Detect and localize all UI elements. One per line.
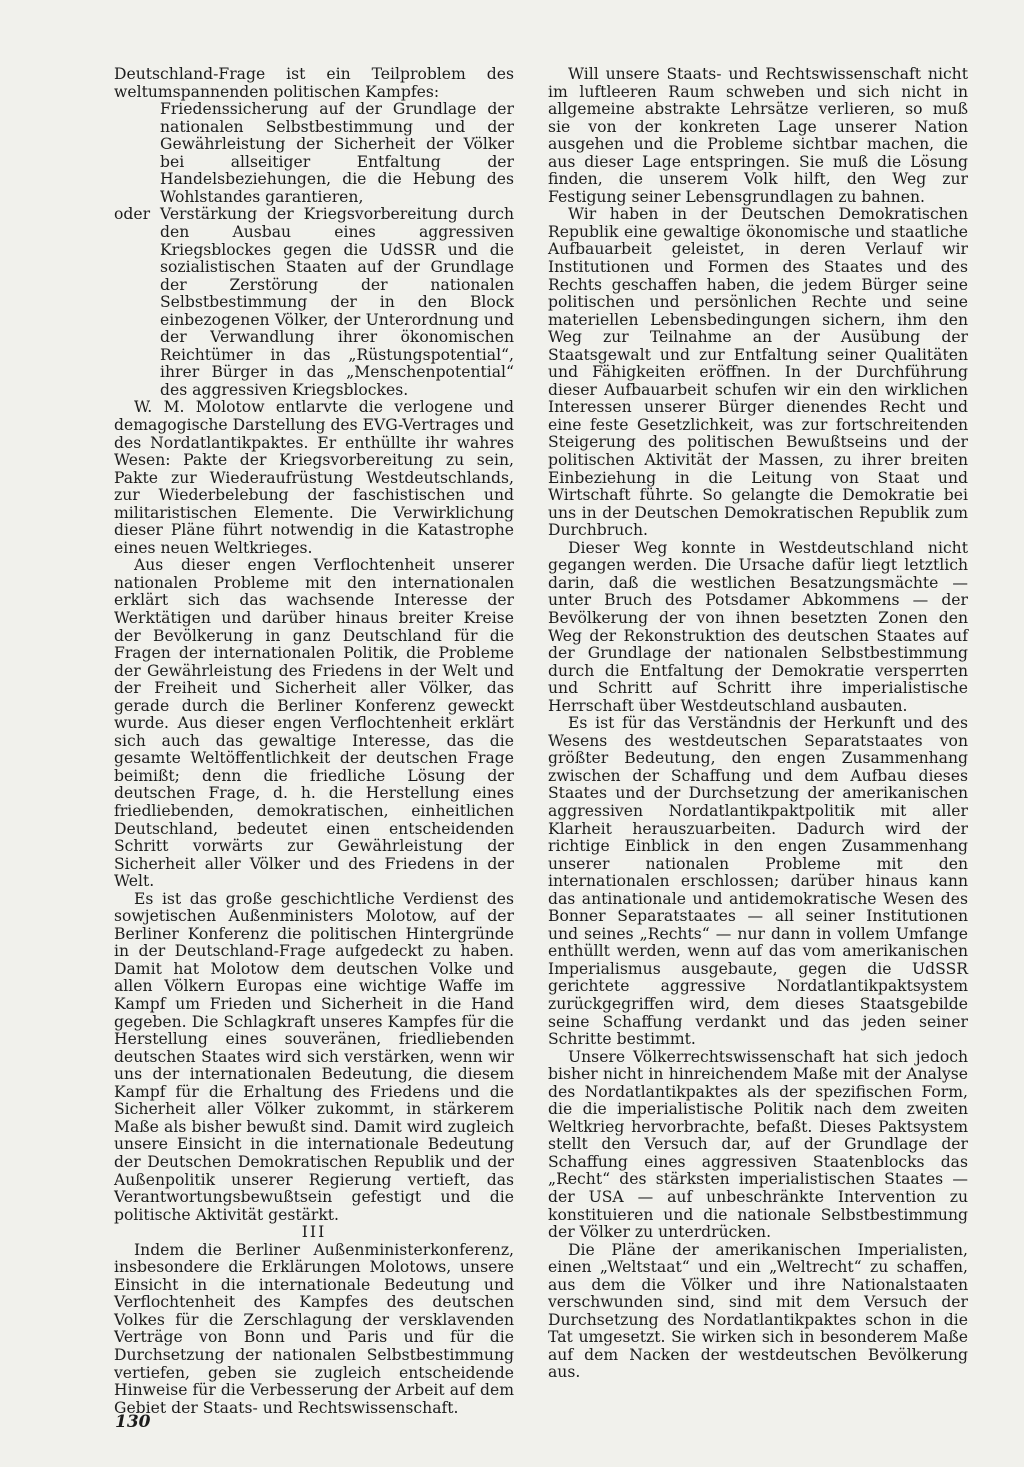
- paragraph-molotow: W. M. Molotow entlarvte die verlogene und demagogische Darstellung des EVG-Vertrages und des Nordatlantikpaktes. Er enthüllte ihr wahres Wesen: Pakte der Kriegsvorbereitung zu sein, Pakte zur Wiederaufrüstung Westdeutschlands, zur Wiederbelebung der faschistischen und militaristischen Elemente. Die Verwirklichung dieser Pläne führt notwendig in die Katastrophe eines neuen Weltkrieges.: [114, 398, 514, 557]
- paragraph-konferenz: Indem die Berliner Außenministerkonferenz, insbesondere die Erklärungen Molotows, unsere Einsicht in die internationale Bedeutung und Verflochtenheit des Kampfes des deutschen Volkes für die Zerschlagung der versklavenden Verträge von Bonn und Paris und für die Durchsetzung der nationalen Selbstbestimmung vertiefen, geben sie zugleich entscheidende Hinweise für die Verbesserung der Arbeit auf dem Gebiet der Staats- und Rechtswissenschaft.: [114, 1240, 514, 1417]
- section-heading: III: [301, 1223, 327, 1242]
- paragraph-wissenschaft: Will unsere Staats- und Rechtswissenschaft nicht im luftleeren Raum schweben und sich nicht in allgemeine abstrakte Lehrsätze verlieren, so muß sie von der konkreten Lage unserer Nation ausgehen und die Probleme sichtbar machen, die aus dieser Lage entspringen. Sie muß die Lösung finden, die unserem Volk hilft, den Weg zur Festigung seiner Lebensgrundlagen zu bahnen.: [548, 65, 968, 206]
- page-number: 130: [115, 1412, 151, 1432]
- conjunction-oder: oder: [114, 205, 151, 224]
- paragraph-separatstaat: Es ist für das Verständnis der Herkunft und des Wesens des westdeutschen Separatstaates von größter Bedeutung, den engen Zusammenhang zwischen der Schaffung und dem Aufbau dieses Staates und der Durchsetzung der amerikanischen aggressiven Nordatlantikpaktpolitik mit aller Klarheit herauszuarbeiten. Dadurch wird der richtige Einblick in den engen Zusammenhang unserer nationalen Probleme mit den internationalen erschlossen; darüber hinaus kann das antinationale und antidemokratische Wesen des Bonner Separatstaates — all seiner Institutionen und seines „Rechts“ — nur dann in vollem Umfange enthüllt werden, wenn auf das vom amerikanischen Imperialismus ausgebaute, gegen die UdSSR gerichtete aggressive Nordatlantikpaktsystem zurückgegriffen wird, dem dieses Staatsgebilde seine Schaffung verdankt und das jeden seiner Schritte bestimmt.: [548, 714, 968, 1049]
- paragraph-westdeutschland: Dieser Weg konnte in Westdeutschland nicht gegangen werden. Die Ursache dafür liegt letztlich darin, daß die westlichen Besatzungsmächte — unter Bruch des Potsdamer Abkommens — der Bevölkerung der von ihnen besetzten Zonen den Weg der Rekonstruktion des deutschen Staates auf der Grundlage der nationalen Selbstbestimmung durch die Entfaltung der Demokratie versperrten und Schritt auf Schritt ihre imperialistische Herrschaft über Westdeutschland ausbauten.: [548, 538, 968, 715]
- paragraph-intro: Deutschland-Frage ist ein Teilproblem des weltumspannenden politischen Kampfes:: [114, 65, 514, 101]
- left-column: [114, 66, 514, 1417]
- paragraph-plaene: Die Pläne der amerikanischen Imperialisten, einen „Weltstaat“ und ein „Weltrecht“ zu schaffen, aus dem die Völker und ihre Nationalstaaten verschwunden sind, sind mit dem Versuch der Durchsetzung des Nordatlantikpaktes schon in die Tat umgesetzt. Sie wirken sich in besonderem Maße auf dem Nacken der westdeutschen Bevölkerung aus.: [548, 1240, 968, 1382]
- right-column: [548, 66, 968, 1382]
- paragraph-verflochtenheit: Aus dieser engen Verflochtenheit unserer nationalen Probleme mit den internationalen erklärt sich das wachsende Interesse der Werktätigen und darüber hinaus breiter Kreise der Bevölkerung in ganz Deutschland für die Fragen der internationalen Politik, die Probleme der Gewährleistung des Friedens in der Welt und der Freiheit und Sicherheit aller Völker, das gerade durch die Berliner Konferenz geweckt wurde. Aus dieser engen Verflochtenheit erklärt sich auch das gewaltige Interesse, das die gesamte Weltöffentlichkeit der deutschen Frage beimißt; denn die friedliche Lösung der deutschen Frage, d. h. die Herstellung eines friedliebenden, demokratischen, einheitlichen Deutschland, bedeutet einen entscheidenden Schritt vorwärts zur Gewährleistung der Sicherheit aller Völker und des Friedens in der Welt.: [114, 556, 514, 891]
- quote-peace-option: Friedenssicherung auf der Grundlage der nationalen Selbstbestimmung und der Gewährleistung der Sicherheit der Völker bei allseitiger Entfaltung der Handelsbeziehungen, die die Hebung des Wohlstandes garantieren,: [160, 100, 514, 206]
- paragraph-verdienst: Es ist das große geschichtliche Verdienst des sowjetischen Außenministers Molotow, auf der Berliner Konferenz die politischen Hintergründe in der Deutschland-Frage aufgedeckt zu haben. Damit hat Molotow dem deutschen Volke und allen Völkern Europas eine wichtige Waffe im Kampf um Frieden und Sicherheit in die Hand gegeben. Die Schlagkraft unseres Kampfes für die Herstellung eines souveränen, friedliebenden deutschen Staates wird sich verstärken, wenn wir uns der internationalen Bedeutung, die diesem Kampf für die Erhaltung des Friedens und die Sicherheit aller Völker zukommt, in stärkerem Maße als bisher bewußt sind. Damit wird zugleich unsere Einsicht in die internationale Bedeutung der Deutschen Demokratischen Republik und der Außenpolitik unserer Regierung vertieft, das Verantwortungsbewußtsein gefestigt und die politische Aktivität gestärkt.: [114, 889, 514, 1224]
- paragraph-ddr: Wir haben in der Deutschen Demokratischen Republik eine gewaltige ökonomische und staatliche Aufbauarbeit geleistet, in deren Verlauf wir Institutionen und Formen des Staates und des Rechts geschaffen haben, die jedem Bürger seine politischen und persönlichen Rechte und seine materiellen Lebensbedingungen sichern, ihm den Weg zur Teilnahme an der Ausübung der Staatsgewalt und zur Entfaltung seiner Qualitäten und Fähigkeiten eröffnen. In der Durchführung dieser Aufbauarbeit schufen wir ein den wirklichen Interessen unserer Bürger dienendes Recht und eine feste Gesetzlichkeit, was zur fortschreitenden Steigerung des politischen Bewußtseins und der politischen Aktivität der Massen, zu ihrer breiten Einbeziehung in die Leitung von Staat und Wirtschaft führte. So gelangte die Demokratie bei uns in der Deutschen Demokratischen Republik zum Durchbruch.: [548, 205, 968, 540]
- paragraph-voelkerrecht: Unsere Völkerrechtswissenschaft hat sich jedoch bisher nicht in hinreichendem Maße mit der Analyse des Nordatlantikpaktes als der spezifischen Form, die die imperialistische Politik nach dem zweiten Weltkrieg hervorbrachte, befaßt. Dieses Paktsystem stellt den Versuch dar, auf der Grundlage der Schaffung eines aggressiven Staatenblocks das „Recht“ des stärksten imperialistischen Staates — der USA — auf unbeschränkte Intervention zu konstituieren und die nationale Selbstbestimmung der Völker zu unterdrücken.: [548, 1047, 968, 1242]
- quote-war-option: Verstärkung der Kriegsvorbereitung durch den Ausbau eines aggressiven Kriegsblockes gegen die UdSSR und die sozialistischen Staaten auf der Grundlage der Zerstörung der nationalen Selbstbestimmung der in den Block einbezogenen Völker, der Unterordnung und der Verwandlung ihrer ökonomischen Reichtümer in das „Rüstungspotential“, ihrer Bürger in das „Menschenpotential“ des aggressiven Kriegsblockes.: [160, 205, 514, 399]
